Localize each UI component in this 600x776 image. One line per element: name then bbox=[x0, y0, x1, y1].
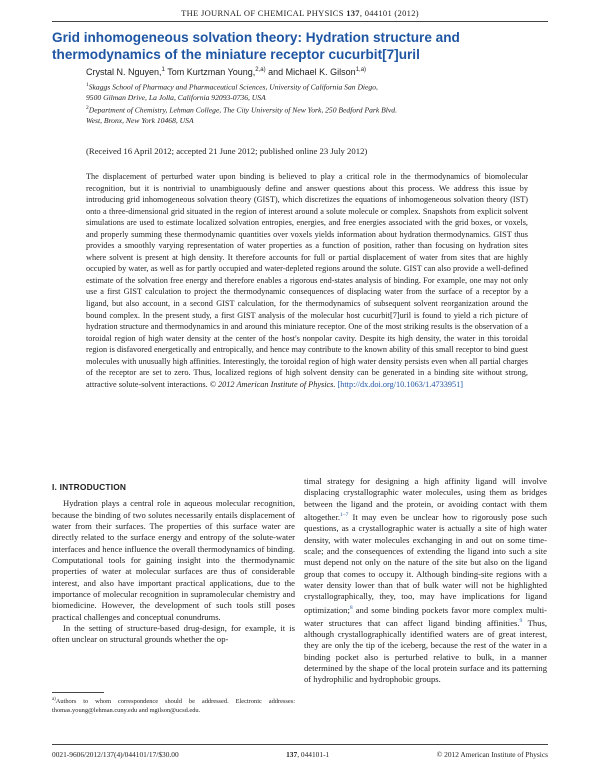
page-footer bbox=[52, 750, 548, 759]
footer-copyright: © 2012 American Institute of Physics bbox=[436, 750, 548, 759]
footnote-rule bbox=[52, 692, 104, 693]
paper-title: Grid inhomogeneous solvation theory: Hydration structure and thermodynamics of the miniature receptor cucurbit[7]uril bbox=[52, 30, 460, 62]
intro-paragraph: Hydration plays a central role in aqueous molecular recognition, because the binding of two solutes necessarily entails displacement of water from their surfaces. The properties of this surface water are directly related to the surface energy and entropy of the solute-water interfaces and hence influence the overall thermodynamics of binding. Computational tools for gaining insight into the thermodynamic properties of water at molecular surfaces are thus of considerable interest, and also have important practical applications, due to the importance of molecular recognition in supramolecular chemistry and biomedicine. However, the development of such tools still poses practical challenges and conceptual conundrums. bbox=[52, 498, 295, 622]
footer-page-number bbox=[286, 750, 329, 759]
copyright-notice: © 2012 American Institute of Physics. bbox=[209, 379, 336, 389]
affiliation-1 bbox=[86, 80, 560, 103]
footer-issn: 0021-9606/2012/137(4)/044101/17/$30.00 bbox=[52, 750, 179, 759]
section-heading-introduction: I. INTRODUCTION bbox=[52, 482, 127, 492]
affiliation-line: West, Bronx, New York 10468, USA bbox=[86, 115, 194, 125]
author-affil-mark: 1,a) bbox=[355, 67, 367, 73]
column-left bbox=[52, 482, 295, 646]
citation-link[interactable]: 9 bbox=[519, 617, 523, 624]
footer-volume: 137 bbox=[286, 750, 298, 759]
author-name: Crystal N. Nguyen, bbox=[86, 67, 162, 77]
footnote-text: Authors to whom correspondence should be addressed. Electronic addresses: thomas.young@lehman.cuny.edu and mgilson@ucsd.edu. bbox=[52, 698, 295, 714]
footnote-mark: a) bbox=[52, 697, 56, 702]
abstract bbox=[86, 171, 528, 390]
affiliation-mark: 2 bbox=[86, 105, 89, 111]
journal-name: THE JOURNAL OF CHEMICAL PHYSICS bbox=[181, 8, 344, 18]
column-right bbox=[304, 476, 547, 686]
abstract-text: The displacement of perturbed water upon binding is believed to play a critical role in the thermodynamics of biomolecular recognition, but it is nontrivial to unambiguously define and answer questions about this process. We address this issue by introducing grid inhomogeneous solvation theory (GIST), which discretizes the equations of inhomogeneous solvation theory (IST) onto a three-dimensional grid situated in the region of interest around a solute molecule or complex. Snapshots from explicit solvent simulations are used to estimate localized solvation entropies, energies, and free energies associated with the grid boxes, or voxels, and properly summing these thermodynamic quantities over voxels yields information about hydration thermodynamics. GIST thus provides a smoothly varying representation of water properties as a function of position, rather than focusing on hydration sites where solvent is present at high density. It therefore accounts for full or partial displacement of water from sites that are highly occupied by water, as well as for partly occupied and water-depleted regions around the solute. GIST can also provide a well-defined estimate of the solvation free energy and therefore enables a rigorous end-states analysis of binding. For example, one may not only use a first GIST calculation to project the thermodynamic consequences of displacing water from the surface of a receptor by a ligand, but also account, in a second GIST calculation, for the thermodynamics of subsequent solvent reorganization around the bound complex. In the present study, a first GIST analysis of the molecular host cucurbit[7]uril is found to yield a rich picture of hydration structure and thermodynamics in and around this miniature receptor. One of the most striking results is the observation of a toroidal region of high water density at the center of the host's nonpolar cavity. Despite its high density, the water in this toroidal region is disfavored energetically and entropically, and hence may contribute to the known ability of this small receptor to bind guest molecules with unusually high affinities. Interestingly, the toroidal region of high water density persists even when all partial charges of the receptor are set to zero. Thus, localized regions of high solvent density can be generated in a binding site without strong, attractive solute-solvent interactions. bbox=[86, 172, 528, 389]
intro-text: and some binding pockets favor more complex multi-water structures that can affect ligand binding affinities. bbox=[304, 604, 547, 628]
doi-link[interactable]: [http://dx.doi.org/10.1063/1.4733951] bbox=[337, 379, 463, 389]
affiliation-line: Skaggs School of Pharmacy and Pharmaceutical Sciences, University of California San Diego, bbox=[88, 82, 378, 92]
author-affil-mark: 1 bbox=[161, 67, 165, 73]
intro-paragraph: In the setting of structure-based drug-design, for example, it is often unclear on structural grounds whether the op- bbox=[52, 623, 295, 645]
affiliation-mark: 1 bbox=[86, 82, 89, 88]
correspondence-footnote bbox=[52, 696, 295, 715]
citation-link[interactable]: 8 bbox=[349, 604, 353, 611]
author-affil-mark: 2,a) bbox=[255, 67, 266, 73]
author-list bbox=[86, 67, 560, 77]
article-number: 044101 (2012) bbox=[364, 8, 419, 18]
affiliation-2 bbox=[86, 103, 560, 126]
journal-header: THE JOURNAL OF CHEMICAL PHYSICS 137, 044101 (2012) bbox=[181, 8, 419, 18]
intro-text: It may even be unclear how to rigorously pose such questions, as a crystallographic water is actually a site of high water density, with water molecules exchanging in and out on some time-scale; and the consequences of extending the ligand into such a site must depend not only on the nature of the site but also on the ligand group that comes to occupy it. Although binding-site regions with a water density lower than that of bulk water will not be highlighted crystallographically, they, too, may have implications for ligand optimization; bbox=[304, 511, 547, 615]
affiliation-line: Department of Chemistry, Lehman College, The City University of New York, 250 Bedford Park Blvd. bbox=[88, 105, 397, 115]
author-name: and Michael K. Gilson bbox=[268, 67, 356, 77]
footer-page: , 044101-1 bbox=[297, 750, 330, 759]
intro-text: timal strategy for designing a high affinity ligand will involve displacing crystallographic water molecules, using them as bridges between the ligand and the protein, or avoiding contact with them altogether. bbox=[304, 476, 547, 522]
intro-paragraph bbox=[304, 476, 547, 686]
publication-dates: (Received 16 April 2012; accepted 21 June 2012; published online 23 July 2012) bbox=[86, 146, 368, 156]
header-rule bbox=[52, 21, 548, 22]
journal-volume: 137 bbox=[346, 8, 360, 18]
affiliation-line: 9500 Gilman Drive, La Jolla, California 92093-0736, USA bbox=[86, 92, 266, 102]
author-name: Tom Kurtzman Young, bbox=[167, 67, 256, 77]
intro-text: Thus, although crystallographically identified waters are of great interest, they are only the tip of the iceberg, because the rest of the water in a binding pocket also is perturbed relative to bulk, in a manner determined by the shape of the local protein surface and its patterning of hydrophilic and hydrophobic groups. bbox=[304, 617, 547, 685]
footer-rule bbox=[52, 744, 548, 745]
citation-link[interactable]: 1–7 bbox=[340, 512, 349, 519]
